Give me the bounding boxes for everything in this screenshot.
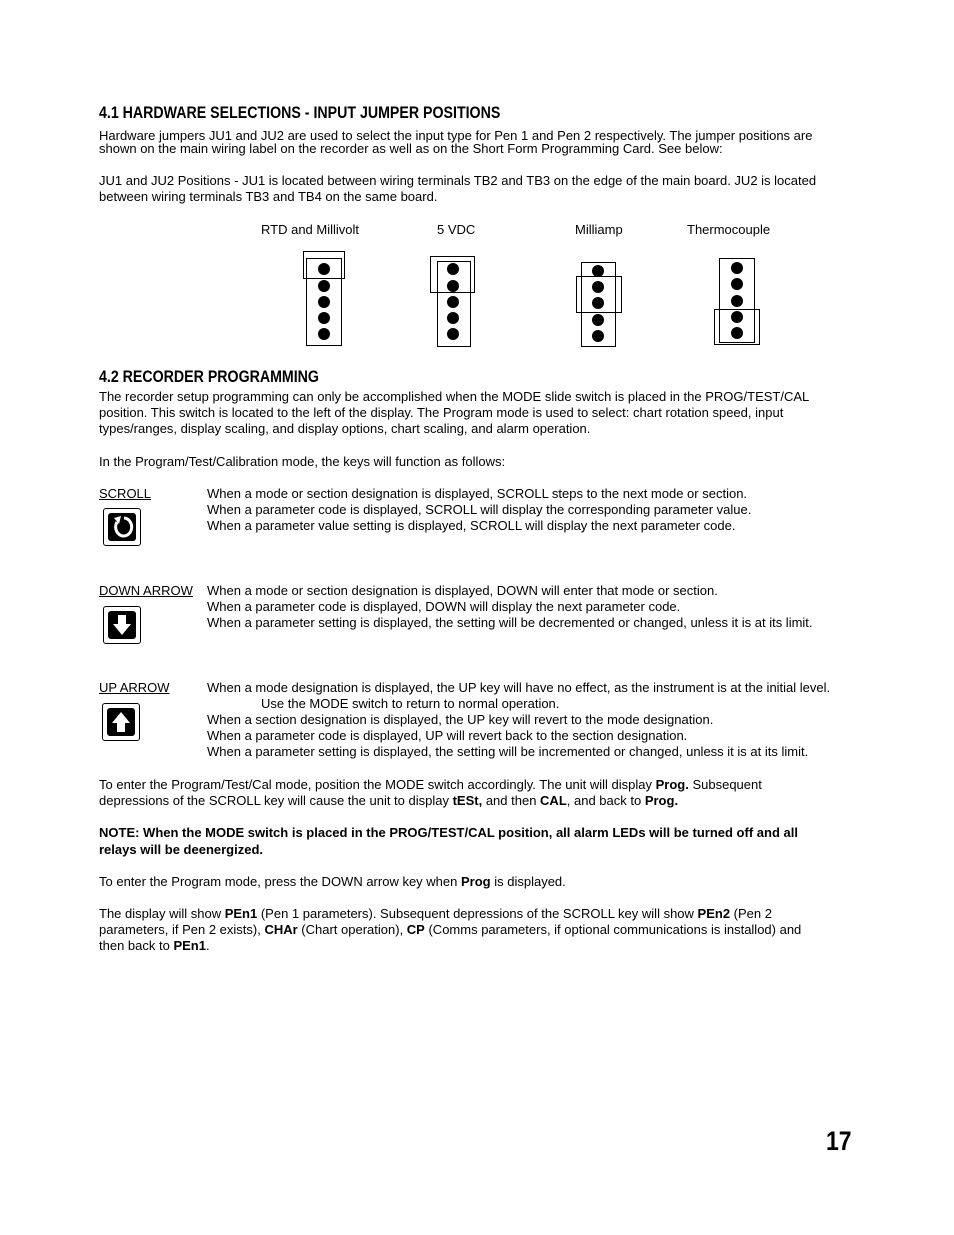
- section-4-1-para2-line2: between wiring terminals TB3 and TB4 on the same board.: [99, 189, 438, 204]
- scroll-key-label: SCROLL: [99, 486, 152, 501]
- jumper-pin: [447, 312, 459, 324]
- jumper-pin: [592, 265, 604, 277]
- section-4-2-para1-line2: position. This switch is located to the left of the display. The Program mode is used to select: chart rotation speed, input: [99, 405, 784, 420]
- scroll-desc-line3: When a parameter value setting is displayed, SCROLL will display the next parameter code.: [207, 518, 736, 533]
- jumper-pin: [731, 295, 743, 307]
- jumper-label-milliamp: Milliamp: [575, 222, 623, 237]
- jumper-pin: [731, 278, 743, 290]
- jumper-pin: [731, 327, 743, 339]
- section-4-1-para1-line2: shown on the main wiring label on the recorder as well as on the Short Form Programming Card. See below:: [99, 141, 723, 156]
- note-line1: NOTE: When the MODE switch is placed in the PROG/TEST/CAL position, all alarm LEDs will be turned off and all: [99, 825, 798, 840]
- program-mode-para: To enter the Program mode, press the DOWN arrow key when Prog is displayed.: [99, 874, 566, 889]
- scroll-key-icon: [103, 508, 141, 546]
- enter-mode-line1: To enter the Program/Test/Cal mode, position the MODE switch accordingly. The unit will display Prog. Subsequent: [99, 777, 762, 792]
- jumper-pin: [318, 280, 330, 292]
- jumper-label-5vdc: 5 VDC: [437, 222, 476, 237]
- down-arrow-key-icon: [103, 606, 141, 644]
- jumper-pin: [447, 296, 459, 308]
- jumper-pin: [447, 263, 459, 275]
- up-desc-line3: When a section designation is displayed, the UP key will revert to the mode designation.: [207, 712, 714, 727]
- page-number: 17: [826, 1126, 852, 1156]
- jumper-label-thermocouple: Thermocouple: [687, 222, 771, 237]
- note-line2: relays will be deenergized.: [99, 842, 264, 857]
- jumper-rtd-millivolt: [304, 252, 345, 346]
- section-4-2-para1-line1: The recorder setup programming can only be accomplished when the MODE slide switch is placed in the PROG/TEST/CAL: [99, 389, 810, 404]
- display-para-line1: The display will show PEn1 (Pen 1 parameters). Subsequent depressions of the SCROLL key will show PEn2 (Pen 2: [99, 906, 772, 921]
- jumper-pin: [592, 330, 604, 342]
- section-4-2-para1-line3: types/ranges, display scaling, and display options, chart scaling, and alarm operation.: [99, 421, 591, 436]
- section-4-1-para1-line1: Hardware jumpers JU1 and JU2 are used to select the input type for Pen 1 and Pen 2 respectively. The jumper positions are: [99, 128, 813, 143]
- section-4-2-heading: 4.2 RECORDER PROGRAMMING: [99, 368, 319, 386]
- jumper-pin: [592, 314, 604, 326]
- jumper-milliamp: [577, 263, 622, 347]
- jumper-pin: [447, 328, 459, 340]
- up-arrow-key-icon: [102, 703, 140, 741]
- jumper-pin: [318, 296, 330, 308]
- jumper-pin: [318, 328, 330, 340]
- scroll-desc-line1: When a mode or section designation is displayed, SCROLL steps to the next mode or section.: [207, 486, 748, 501]
- up-desc-line1: When a mode designation is displayed, the UP key will have no effect, as the instrument is at the initial level.: [207, 680, 831, 695]
- jumper-pin: [318, 312, 330, 324]
- jumper-pin: [447, 280, 459, 292]
- display-para-line2: parameters, if Pen 2 exists), CHAr (Chart operation), CP (Comms parameters, if optional communications is installod) and: [99, 922, 802, 937]
- jumper-label-rtd: RTD and Millivolt: [261, 222, 360, 237]
- down-key-label: DOWN ARROW: [99, 583, 193, 598]
- section-4-2-para2: In the Program/Test/Calibration mode, the keys will function as follows:: [99, 454, 506, 469]
- up-key-label: UP ARROW: [99, 680, 170, 695]
- jumper-pin: [731, 262, 743, 274]
- down-desc-line2: When a parameter code is displayed, DOWN will display the next parameter code.: [207, 599, 681, 614]
- scroll-desc-line2: When a parameter code is displayed, SCROLL will display the corresponding parameter value.: [207, 502, 752, 517]
- jumper-pin: [592, 281, 604, 293]
- jumper-diagrams: [0, 0, 954, 360]
- up-desc-line4: When a parameter code is displayed, UP will revert back to the section designation.: [207, 728, 688, 743]
- enter-mode-line2: depressions of the SCROLL key will cause the unit to display tESt, and then CAL, and back to Prog.: [99, 793, 679, 808]
- up-desc-line2: Use the MODE switch to return to normal operation.: [261, 696, 560, 711]
- section-4-1-heading: 4.1 HARDWARE SELECTIONS - INPUT JUMPER POSITIONS: [99, 104, 501, 122]
- down-desc-line3: When a parameter setting is displayed, the setting will be decremented or changed, unless it is at its limit.: [207, 615, 813, 630]
- jumper-thermocouple: [715, 259, 760, 345]
- down-desc-line1: When a mode or section designation is displayed, DOWN will enter that mode or section.: [207, 583, 718, 598]
- display-para-line3: then back to PEn1.: [99, 938, 210, 953]
- jumper-pin: [592, 297, 604, 309]
- section-4-1-para2-line1: JU1 and JU2 Positions - JU1 is located between wiring terminals TB2 and TB3 on the edge of the main board. JU2 is located: [99, 173, 817, 188]
- jumper-pin: [318, 263, 330, 275]
- up-desc-line5: When a parameter setting is displayed, the setting will be incremented or changed, unless it is at its limit.: [207, 744, 809, 759]
- jumper-pin: [731, 311, 743, 323]
- jumper-5vdc: [431, 257, 475, 347]
